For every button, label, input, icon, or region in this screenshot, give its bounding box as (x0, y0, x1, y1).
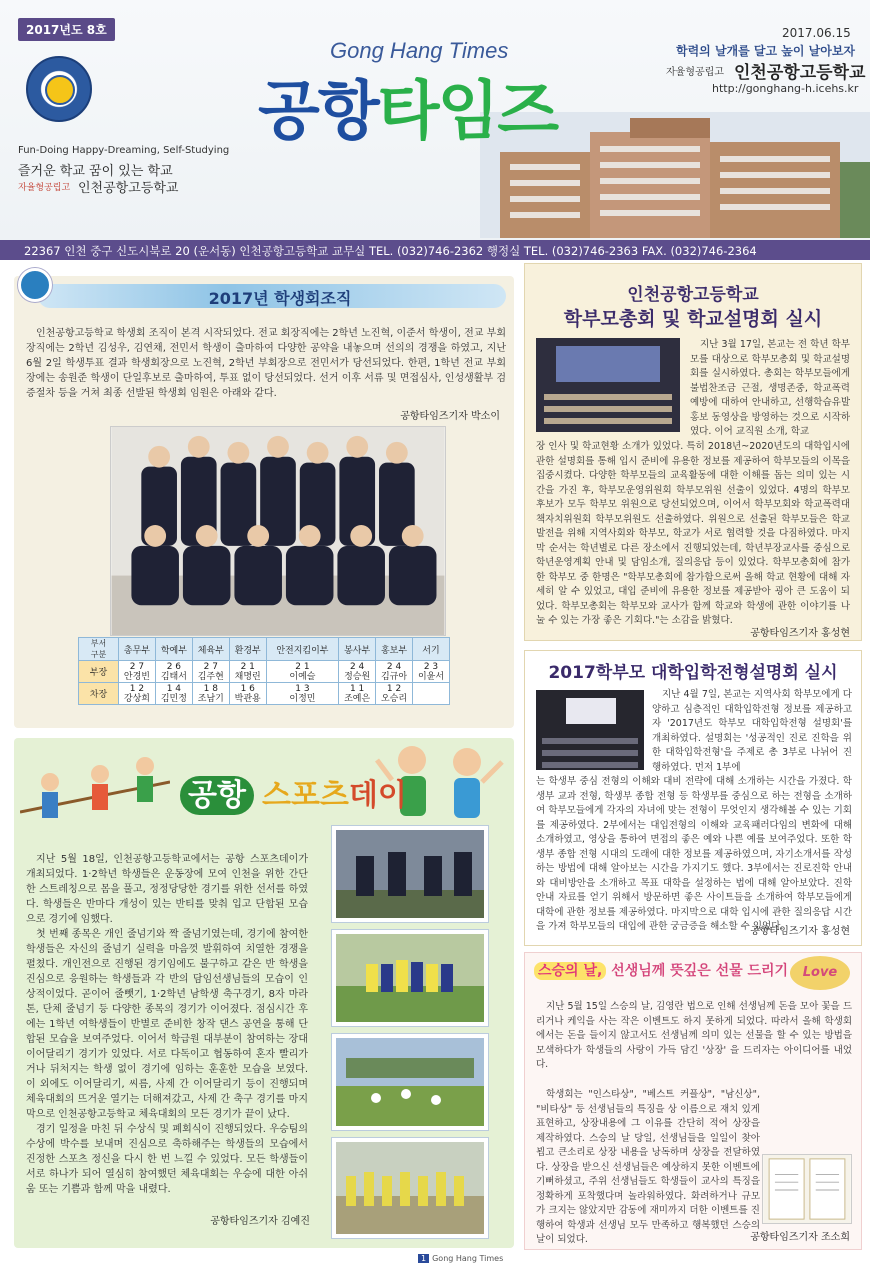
corner-bottom: 구분 (90, 650, 107, 659)
english-title: Gong Hang Times (330, 38, 509, 63)
love-badge: Love (790, 956, 850, 990)
sports-day-body (26, 852, 308, 1197)
address-bar: 22367 인천 중구 신도시북로 20 (운서동) 인천공항고등학교 교무실 TEL. (032)746-2362 행정실 TEL. (032)746-2363 FAX. (032)746-2364 (0, 240, 870, 260)
issue-date: 2017.06.15 (782, 26, 851, 40)
parents-meeting-title-1: 인천공항고등학교 (627, 285, 759, 305)
column-header: 서기 (413, 638, 450, 661)
column-header: 안전지킴이부 (266, 638, 338, 661)
table-cell: 2 3 이윤서 (413, 661, 450, 683)
issue-label: 2017년도 8호 (18, 18, 115, 41)
footer-label: Gong Hang Times (432, 1254, 504, 1263)
table-cell: 2 4 김규아 (376, 661, 413, 683)
school-type: 자율형공립고 (666, 67, 724, 78)
admission-meeting-photo (536, 690, 644, 770)
teachers-day-title (534, 960, 788, 980)
sports-title-b: 스포츠 (261, 778, 349, 813)
student-council-photo (110, 426, 446, 636)
table-header-row (79, 638, 450, 661)
tug-of-war-illustration (20, 752, 170, 832)
table-cell: 1 1 조예은 (339, 683, 376, 705)
teachers-day-text-2: 학생회는 "인스타상", "베스트 커플상", "남신상", "비타상" 등 선생님들의 특징을 상 이름으로 재치 있게 표현하고, 상장내용에 그 이유를 간단히 적어 상장을 제작하였다. 스승의 날 당일, 선생님들을 일일이 찾아 뵙고 큰소리로 상장 내용을 낭독하며 상장을 전달하였다. 상장을 받으신 선생님들은 예상하지 못한 이벤트에 기뻐하셨고, 주위 선생님들도 학생들이 교사의 특징을 정확하게 포착했다며 놀라워하였다. 화려하거나 규모가 크지는 않았지만 감동에 재미까지 더한 이벤트를 진행하여 학생과 선생님 모두 만족하고 행복했던 스승의 날이 되었다. (536, 1089, 760, 1245)
table-cell: 1 6 박관용 (229, 683, 266, 705)
person-icon (18, 268, 52, 302)
table-corner (79, 638, 119, 661)
masthead (0, 0, 870, 240)
sports-paragraph: 지난 5월 18일, 인천공항고등학교에서는 공항 스포츠데이가 개최되었다. 1·2학년 학생들은 운동장에 모여 인천을 위한 간단한 스트레칭으로 몸을 풀고, 정정당당한 경기를 위한 선서를 하였다. 학생들은 반마다 개성이 있는 반티를 맞춰 입고 단합된 모습으로 경기에 임했다. (26, 854, 308, 925)
parents-meeting-title-2: 학부모총회 및 학교설명회 실시 (563, 308, 823, 330)
sports-day-title (180, 770, 407, 814)
table-cell: 1 4 김민정 (155, 683, 192, 705)
teachers-day-byline: 공항타임즈기자 조소희 (750, 1232, 850, 1243)
table-cell: 1 2 오승리 (376, 683, 413, 705)
admission-meeting-byline: 공항타임즈기자 홍성현 (750, 926, 850, 937)
school-url: http://gonghang-h.icehs.kr (712, 82, 859, 95)
sports-day-byline: 공항타임즈기자 김예진 (210, 1216, 310, 1227)
corner-top: 부서 (90, 639, 107, 648)
row-label: 차장 (79, 683, 119, 705)
motto-school-type: 자율형공립고 (18, 183, 71, 193)
table-cell: 2 4 정승원 (339, 661, 376, 683)
table-cell: 1 3 이정민 (266, 683, 338, 705)
admission-meeting-text-b: 는 학생부 중심 전형의 이해와 대비 전략에 대해 소개하는 시간을 가졌다. 학생부 교과 전형, 학생부 종합 전형 등 학생부를 중심으로 하는 전형을 소개하여 학부모들에게 각자의 자녀에 맞는 전형이 무엇인지 생각해볼 수 있는 기회를 제공하였다. 2부에서는 대입전형의 이해와 교육패러다임의 변화에 대해 소개하였고, 영상을 통하여 면접의 좋은 예와 나쁜 예를 보여주었다. 또한 학생부 종합 전형 시대의 도래에 대한 정보를 제공하였으며, 자기소개서를 작성하는 방법에 대해 알아보는 시간을 가지기도 했다. 3부에서는 진로진학 안내와 대비방안을 소개하고 목표 대학을 설정하는 법에 대해 알아보았다. 진학 안내 자료를 얻기 위해서 방문하면 좋은 사이트들을 소개하여 학부모들에게 대학에 관한 정보를 제공하였다. 마지막으로 대학 입시에 관한 질의응답 시간을 가져 학부모들의 대입에 관한 궁금증을 해소할 수 있었다. (536, 776, 852, 932)
column-header: 체육부 (192, 638, 229, 661)
sports-photo-3 (332, 1034, 488, 1130)
parents-meeting-photo (536, 338, 680, 432)
sports-paragraph: 첫 번째 종목은 개인 줄넘기와 짝 줄넘기였는데, 경기에 참여한 학생들은 자신의 줄넘기 실력을 마음껏 발휘하여 치열한 경쟁을 펼쳤다. 개인전으로 진행된 경기임에도 불구하고 같은 반 학생을 진심으로 응원하는 학생들과 각 반의 담임선생님들의 모습이 인상적이었다. 곧이어 줄뺏기, 1·2학년 남학생 축구경기, 8자 마라톤, 단체 줄넘기 등 다양한 종목의 경기가 이어졌다. 점심시간 후에는 1학년 여학생들이 반별로 준비한 창작 댄스 공연을 통해 단합된 모습을 보여주었다. 이어서 학급원 대부분이 참여하는 장대 이어달리기 경기가 있었다. 서로 다독이고 협동하여 혼자 빨리가거나 뒤처지는 학생 없이 경기에 임하는 훈훈한 모습을 보였다. 이 외에도 이어달리기, 씨름, 사제 간 이어달리기 등이 진행되며 체육대회의 뜨거운 열기는 더해져갔고, 사제 간 축구 경기를 마지막으로 인천공항고등학교 체육대회의 모든 경기가 끝이 났다. (26, 929, 308, 1120)
sports-photo-2 (332, 930, 488, 1026)
motto-school-name: 인천공항고등학교 (78, 181, 179, 196)
table-cell (413, 683, 450, 705)
parents-meeting-text-b: 장 인사 및 학교현황 소개가 있었다. 특히 2018년~2020년도의 대학입시에 관한 설명회를 통해 입시 준비에 유용한 정보를 제공하여 학부모들의 이목을 집중시켰다. 다양한 학부모들의 교육활동에 대한 이해를 돕는 의미 있는 시간을 가진 후, 학부모운영위원회 학부모위원 선출이 있었다. 4명의 학부모 후보가 모두 학부모 위원으로 당선되었으며, 이어서 학부모회와 학교폭력대책자치위원회 학부모위원도 선출하였다. 위원으로 선출된 학부모들은 학교발전을 위해 지역사회와 학부모, 학교가 서로 협력할 것을 다짐하였다. 마지막 순서는 학년별로 다른 장소에서 진행되었는데, 학년부장교사를 중심으로 학년운영계획 안내 및 담임소개, 질의응답 등이 있었다. 학부모총회에 참가한 학부모 중 한명은 "학부모총회에 참가함으로써 올해 학교 현황에 대해 자세히 알 수 있었고, 대입 준비에 유용한 정보를 제공받아 굉아 큰 도움이 되었다. 학부모총회는 학부모와 교사가 함께 학교와 학생에 관한 이야기를 나눌 수 있는 가장 좋은 기회다."는 소감을 밝혔다. (536, 441, 850, 626)
parents-meeting-byline: 공항타임즈기자 홍성현 (750, 628, 850, 639)
school-name: 인천공항고등학교 (734, 63, 866, 83)
parents-meeting-text-a: 지난 3월 17일, 본교는 전 학년 학부모를 대상으로 학부모총회 및 학교설명회를 실시하였다. 총회는 학부모들에게 불법찬조금 근절, 생명존중, 학교폭력예방에 대하여 안내하고, 선행학습유발 홍보 동영상을 방영하는 것으로 시작하였다. 이어 교직원 소개, 학교 (690, 339, 850, 437)
page-footer (418, 1254, 503, 1263)
sports-paragraph: 경기 일정을 마친 뒤 수상식 및 폐회식이 진행되었다. 우승팀의 수상에 박수를 보내며 진심으로 축하해주는 학생들의 모습에서 진정한 스포츠 정신을 다시 한 번 느낄 수 있었다. 모든 학생들이 서로 하나가 되어 열심히 참여했던 체육대회는 우승에 대한 아쉬움 또는 기쁨과 함께 막을 내렸다. (26, 1124, 308, 1195)
table-row (79, 661, 450, 683)
column-header: 봉사부 (339, 638, 376, 661)
table-cell: 2 6 김태서 (155, 661, 192, 683)
certificate-image (762, 1154, 852, 1224)
council-table (78, 637, 450, 705)
table-cell: 1 8 조남기 (192, 683, 229, 705)
student-council-title: 2017년 학생회조직 (208, 289, 352, 308)
teachers-day-title-a: 스승의 날, (534, 962, 606, 980)
table-cell: 1 2 강상희 (119, 683, 156, 705)
admission-meeting-title: 2017학부모 대학입학전형설명회 실시 (548, 663, 838, 683)
table-cell: 2 7 김주현 (192, 661, 229, 683)
teachers-day-text: 지난 5월 15일 스승의 날, 김영란 법으로 인해 선생님께 돈을 모아 꽃을 드리거나 케익을 사는 작은 이벤트도 하지 못하게 되었다. 따라서 올해 학생회에서는 돈을 들이지 않고서도 선생님께 의미 있는 선물을 할 수 있는 방법을 모색하다가 학생들의 사랑이 가득 담긴 '상장' 을 드리자는 아이디어를 내었다. (536, 1001, 852, 1070)
teachers-day-title-b: 선생님께 뜻깊은 선물 드리기 (611, 963, 789, 979)
column-header: 홍보부 (376, 638, 413, 661)
student-council-body: 인천공항고등학교 학생회 조직이 본격 시작되었다. 전교 회장직에는 2학년 노진혁, 이준서 학생이, 전교 부회장직에는 2학년 김성우, 김연채, 전민서 학생이 출마하여 다양한 공약을 내놓으며 선의의 경쟁을 하였고, 지난 6월 2일 학생투표 결과 학생회장으로 노진혁, 2학년 부회장으로 전민서가 당선되었다. 한편, 1학년 전교 부회장에는 송원준 학생이 단일후보로 출마하여, 투표 없이 당선되었다. 선거 이후 서류 및 면접심사, 인성생활부 검증절차 등을 거쳐 최종 선발된 학생회 임원은 아래와 같다. (26, 328, 506, 399)
column-header: 총무부 (119, 638, 156, 661)
table-cell: 2 1 채명린 (229, 661, 266, 683)
title-part1: 공항 (258, 75, 378, 149)
title-part2: 타임즈 (377, 75, 558, 149)
sports-photo-1 (332, 826, 488, 922)
page-number: 1 (418, 1254, 429, 1263)
column-header: 환경부 (229, 638, 266, 661)
slogan: 학력의 날개를 달고 높이 날아보자 (676, 44, 856, 58)
sports-title-a: 공항 (180, 776, 254, 815)
table-row (79, 683, 450, 705)
motto-english: Fun-Doing Happy-Dreaming, Self-Studying (18, 145, 230, 156)
school-seal-icon (26, 56, 92, 122)
table-cell: 2 7 안경빈 (119, 661, 156, 683)
sports-photo-4 (332, 1138, 488, 1238)
sports-title-c: 데이 (348, 778, 407, 813)
row-label: 부장 (79, 661, 119, 683)
column-header: 학예부 (155, 638, 192, 661)
motto-korean: 즐거운 학교 꿈이 있는 학교 (18, 164, 173, 179)
table-cell: 2 1 이예슬 (266, 661, 338, 683)
admission-meeting-text-a: 지난 4월 7일, 본교는 지역사회 학부모에게 다양하고 심층적인 대학입학전형 정보를 제공하고자 '2017년도 학부모 대학입학전형 설명회'를 개최하였다. 설명회는 '성공적인 진로 진학을 위한 대학입학전형'을 주제로 총 3부로 나뉘어 진행하였다. 먼저 1부에 (652, 689, 852, 773)
student-council-byline: 공항타임즈기자 박소이 (400, 411, 500, 422)
newspaper-title (258, 60, 557, 152)
